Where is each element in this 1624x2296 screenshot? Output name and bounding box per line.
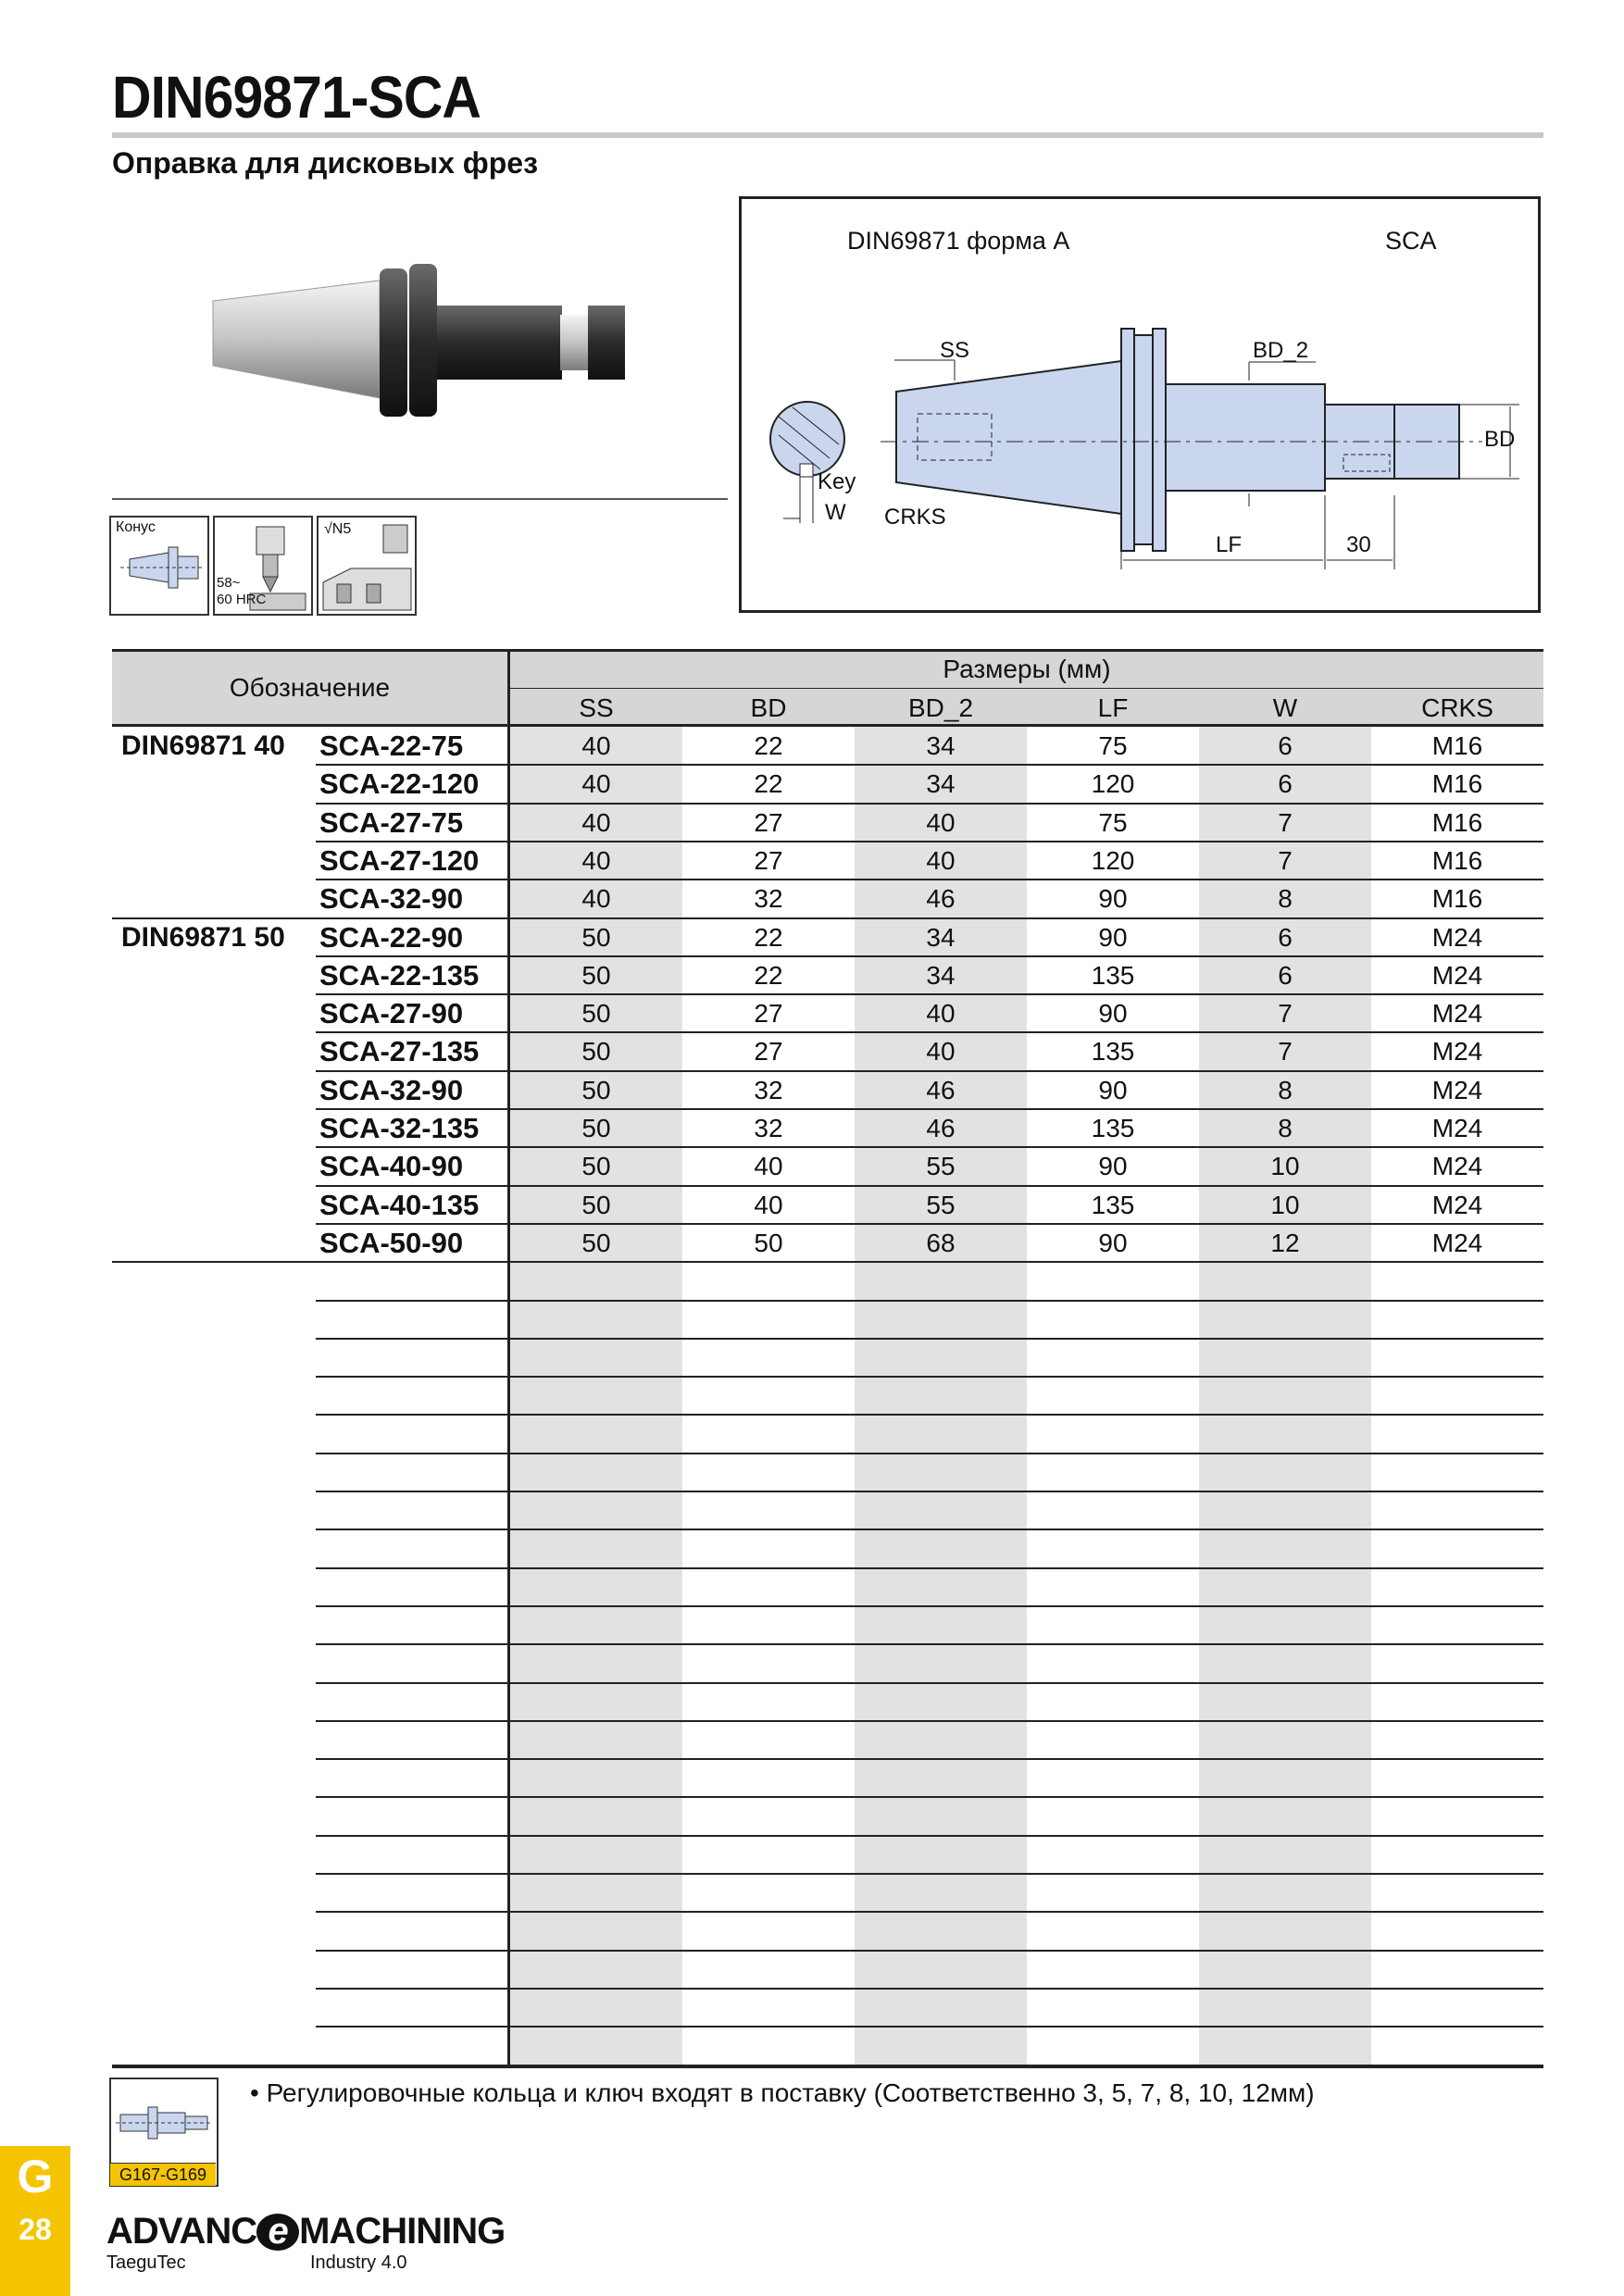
column-header: BD_2 — [907, 693, 974, 722]
row-rule — [316, 1338, 1543, 1340]
key-label: Key — [818, 469, 856, 494]
table-cell: M24 — [1431, 1114, 1483, 1142]
table-cell: 40 — [926, 1037, 956, 1067]
table-cell: 8 — [1278, 884, 1293, 914]
row-rule — [316, 1376, 1543, 1378]
table-cell: 34 — [926, 731, 956, 760]
row-rule — [316, 2026, 1543, 2028]
table-cell: 90 — [1098, 884, 1128, 914]
table-cell: 135 — [1091, 1190, 1135, 1219]
table-cell: 6 — [1278, 922, 1293, 952]
table-cell: 6 — [1278, 960, 1293, 990]
table-cell: 40 — [581, 845, 611, 875]
table-cell: 12 — [1270, 1228, 1300, 1257]
product-code: SCA-22-90 — [319, 920, 464, 954]
row-rule — [316, 1988, 1543, 1990]
product-code: SCA-27-75 — [319, 805, 464, 839]
logo-subtitle-right: Industry 4.0 — [310, 2252, 407, 2273]
row-rule — [316, 1414, 1543, 1416]
row-rule — [316, 1835, 1543, 1837]
table-cell: 40 — [754, 1152, 783, 1181]
spec-table — [112, 649, 1543, 2069]
group-label: DIN69871 50 — [121, 921, 285, 953]
table-cell: 22 — [754, 922, 783, 952]
table-cell: 7 — [1278, 1037, 1293, 1067]
table-cell: 50 — [754, 1228, 783, 1257]
bd2-label: BD_2 — [1253, 338, 1309, 363]
table-cell: M24 — [1431, 999, 1483, 1029]
technical-drawing — [739, 196, 1541, 613]
table-cell: M24 — [1431, 922, 1483, 952]
table-cell: 7 — [1278, 845, 1293, 875]
table-cell: 90 — [1098, 922, 1128, 952]
page-title: DIN69871-SCA — [112, 64, 481, 131]
table-cell: 40 — [926, 999, 956, 1029]
table-cell: 50 — [581, 1190, 611, 1219]
table-cell: M16 — [1431, 845, 1483, 875]
table-cell: 50 — [581, 1075, 611, 1104]
row-rule — [316, 1529, 1543, 1530]
row-rule — [316, 1567, 1543, 1569]
table-cell: 40 — [581, 731, 611, 760]
table-cell: 32 — [754, 1075, 783, 1104]
table-cell: 10 — [1270, 1190, 1300, 1219]
table-cell: 90 — [1098, 999, 1128, 1029]
product-code: SCA-50-90 — [319, 1226, 464, 1259]
footnote: • Регулировочные кольца и ключ входят в поставку (Соответственно 3, 5, 7, 8, 10, 12мм) — [250, 2078, 1315, 2107]
reference-label[interactable]: G167-G169 — [110, 2163, 216, 2186]
table-cell: 40 — [581, 807, 611, 837]
ss-label: SS — [940, 338, 970, 363]
table-cell: M24 — [1431, 1152, 1483, 1181]
product-code: SCA-27-135 — [319, 1035, 480, 1068]
table-cell: 22 — [754, 960, 783, 990]
table-cell: 34 — [926, 922, 956, 952]
table-cell: 40 — [581, 884, 611, 914]
table-cell: 135 — [1091, 1114, 1135, 1142]
table-cell: 10 — [1270, 1152, 1300, 1181]
row-rule — [316, 1300, 1543, 1302]
column-header: SS — [579, 693, 614, 722]
row-rule — [316, 1720, 1543, 1722]
product-code: SCA-27-120 — [319, 843, 480, 877]
logo-subtitle-left: TaeguTec — [106, 2252, 186, 2273]
table-cell: 50 — [581, 922, 611, 952]
table-cell: 32 — [754, 884, 783, 914]
page-number: 28 — [19, 2213, 52, 2246]
tool-holder-icon — [111, 2079, 217, 2163]
brand-logo — [106, 2211, 505, 2252]
product-code: SCA-32-90 — [319, 1073, 464, 1106]
table-cell: 50 — [581, 1037, 611, 1067]
table-cell: 46 — [926, 1114, 956, 1142]
bd-label: BD — [1484, 427, 1516, 452]
table-cell: 32 — [754, 1114, 783, 1142]
hardness-icon — [213, 516, 313, 616]
table-cell: 8 — [1278, 1114, 1293, 1142]
table-cell: M24 — [1431, 1228, 1483, 1257]
section-letter: G — [17, 2151, 54, 2202]
bottom-rule — [112, 2065, 1543, 2068]
table-cell: 90 — [1098, 1075, 1128, 1104]
group-label: DIN69871 40 — [121, 730, 285, 761]
row-rule — [316, 1682, 1543, 1684]
table-cell: M24 — [1431, 960, 1483, 990]
logo-left: ADVANC — [106, 2211, 257, 2252]
table-cell: 27 — [754, 807, 783, 837]
table-cell: M24 — [1431, 1037, 1483, 1067]
product-code: SCA-22-135 — [319, 958, 480, 992]
product-code: SCA-40-135 — [319, 1188, 480, 1221]
table-cell: M16 — [1431, 884, 1483, 914]
designation-header: Обозначение — [229, 673, 391, 702]
table-cell: 50 — [581, 999, 611, 1029]
column-header: CRKS — [1421, 693, 1493, 722]
table-cell: 120 — [1091, 845, 1135, 875]
product-code: SCA-27-90 — [319, 997, 464, 1030]
table-cell: 68 — [926, 1228, 956, 1257]
table-cell: 22 — [754, 731, 783, 760]
column-header: W — [1272, 693, 1298, 722]
type-label: SCA — [1385, 227, 1437, 255]
w-label: W — [825, 500, 846, 525]
table-cell: 27 — [754, 1037, 783, 1067]
table-cell: 40 — [754, 1190, 783, 1219]
product-photo — [194, 236, 639, 449]
product-code: SCA-32-135 — [319, 1112, 480, 1144]
table-cell: 135 — [1091, 960, 1135, 990]
table-cell: 6 — [1278, 731, 1293, 760]
row-rule — [316, 1873, 1543, 1875]
table-cell: 50 — [581, 1228, 611, 1257]
table-cell: 22 — [754, 769, 783, 799]
lf-label: LF — [1216, 532, 1243, 557]
thirty-label: 30 — [1346, 532, 1371, 557]
taper-label: Конус — [116, 519, 156, 535]
table-cell: 90 — [1098, 1152, 1128, 1181]
logo-e: e — [256, 2214, 299, 2251]
table-cell: 40 — [926, 845, 956, 875]
title-rule — [112, 132, 1543, 138]
table-cell: M24 — [1431, 1190, 1483, 1219]
row-rule — [316, 1758, 1543, 1760]
table-cell: 50 — [581, 1114, 611, 1142]
table-cell: 135 — [1091, 1037, 1135, 1067]
table-cell: 40 — [581, 769, 611, 799]
taper-icon — [109, 516, 209, 616]
table-cell: 27 — [754, 999, 783, 1029]
crks-label: CRKS — [884, 505, 946, 530]
dims-header: Размеры (мм) — [943, 655, 1111, 683]
table-cell: 27 — [754, 845, 783, 875]
table-cell: M16 — [1431, 731, 1483, 760]
table-cell: 75 — [1098, 731, 1128, 760]
surface-finish-icon — [317, 516, 417, 616]
logo-right: MACHINING — [299, 2211, 506, 2252]
finish-label: √N5 — [324, 521, 352, 537]
product-code: SCA-22-75 — [319, 730, 464, 762]
table-cell: M16 — [1431, 769, 1483, 799]
table-cell: 7 — [1278, 999, 1293, 1029]
table-cell: 40 — [926, 807, 956, 837]
row-rule — [316, 1911, 1543, 1913]
table-cell: 90 — [1098, 1228, 1128, 1257]
table-cell: 75 — [1098, 807, 1128, 837]
photo-divider — [112, 498, 728, 500]
form-label: DIN69871 форма A — [847, 227, 1070, 255]
row-rule — [316, 1643, 1543, 1645]
row-rule — [316, 1796, 1543, 1798]
column-header: BD — [750, 693, 787, 722]
table-cell: M16 — [1431, 807, 1483, 837]
table-cell: 7 — [1278, 807, 1293, 837]
page-subtitle: Оправка для дисковых фрез — [112, 146, 538, 180]
row-rule — [316, 1605, 1543, 1607]
hardness-label-2: 60 HRC — [217, 592, 267, 607]
row-rule — [316, 1453, 1543, 1454]
table-cell: 50 — [581, 960, 611, 990]
table-cell: 120 — [1091, 769, 1135, 799]
table-cell: 46 — [926, 884, 956, 914]
table-cell: 55 — [926, 1190, 956, 1219]
product-code: SCA-32-90 — [319, 882, 464, 916]
table-cell: 8 — [1278, 1075, 1293, 1104]
table-cell: 6 — [1278, 769, 1293, 799]
product-code: SCA-22-120 — [319, 767, 480, 801]
hardness-label-1: 58~ — [217, 575, 241, 591]
table-cell: 34 — [926, 769, 956, 799]
table-cell: 55 — [926, 1152, 956, 1181]
product-code: SCA-40-90 — [319, 1150, 464, 1183]
table-cell: 50 — [581, 1152, 611, 1181]
table-cell: 34 — [926, 960, 956, 990]
table-cell: M24 — [1431, 1075, 1483, 1104]
row-rule — [316, 1950, 1543, 1952]
row-rule — [316, 1491, 1543, 1492]
column-header: LF — [1097, 693, 1129, 722]
table-cell: 46 — [926, 1075, 956, 1104]
